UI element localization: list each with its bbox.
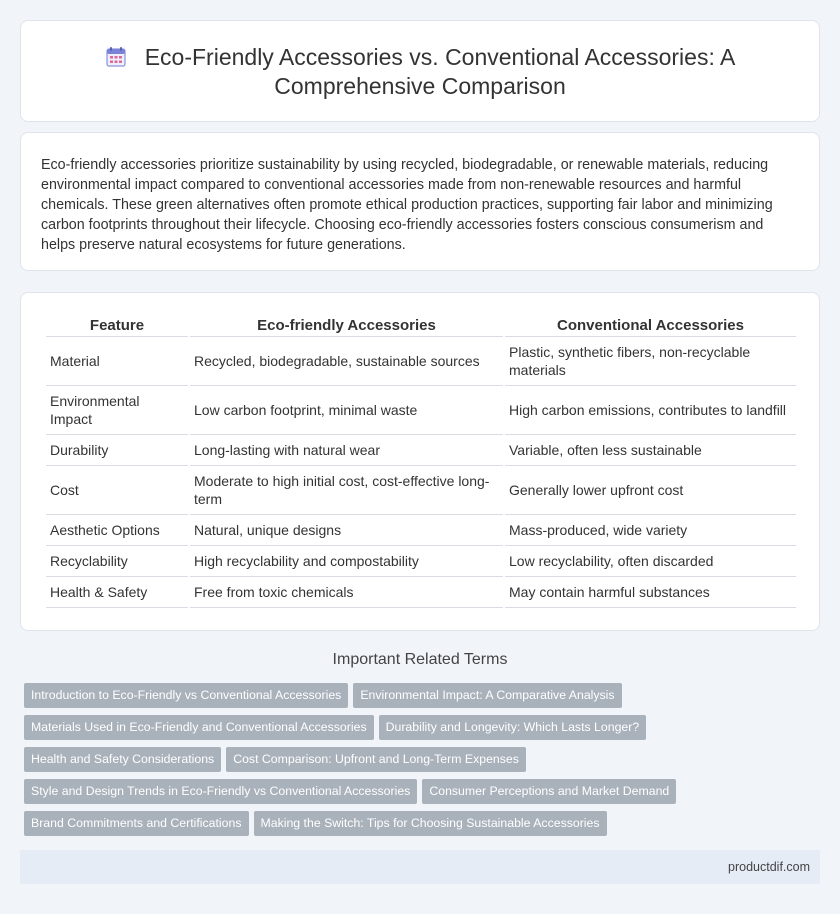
related-term-tag[interactable]: Environmental Impact: A Comparative Analysis xyxy=(353,683,621,708)
intro-paragraph: Eco-friendly accessories prioritize sustainability by using recycled, biodegradable, or renewable materials, reducing environmental impact compared to conventional accessories made from non-renewable resources and harmful chemicals. These green alternatives often promote ethical production practices, supporting fair labor and minimizing carbon footprints throughout their lifecycle. Choosing eco-friendly accessories fosters conscious consumerism and helps preserve natural ecosystems for future generations. xyxy=(41,157,773,253)
table-row xyxy=(46,546,796,577)
conventional-cell: Low recyclability, often discarded xyxy=(505,546,796,577)
related-term-tag[interactable]: Brand Commitments and Certifications xyxy=(24,811,249,836)
feature-cell: Health & Safety xyxy=(46,577,188,608)
related-term-tag[interactable]: Durability and Longevity: Which Lasts Longer? xyxy=(379,715,647,740)
conventional-cell: Variable, often less sustainable xyxy=(505,435,796,466)
eco-cell: Natural, unique designs xyxy=(190,515,503,546)
related-terms-heading: Important Related Terms xyxy=(332,651,508,668)
related-term-tag[interactable]: Making the Switch: Tips for Choosing Sustainable Accessories xyxy=(254,811,607,836)
comparison-card xyxy=(20,292,820,631)
table-row xyxy=(46,515,796,546)
conventional-cell: Plastic, synthetic fibers, non-recyclable materials xyxy=(505,337,796,386)
table-row xyxy=(46,435,796,466)
eco-cell: Long-lasting with natural wear xyxy=(190,435,503,466)
feature-cell: Material xyxy=(46,337,188,386)
header-feature: Feature xyxy=(46,315,188,337)
table-row xyxy=(46,577,796,608)
feature-cell: Cost xyxy=(46,466,188,515)
comparison-table xyxy=(44,315,798,608)
table-row xyxy=(46,466,796,515)
eco-cell: High recyclability and compostability xyxy=(190,546,503,577)
feature-cell: Recyclability xyxy=(46,546,188,577)
header-eco: Eco-friendly Accessories xyxy=(190,315,503,337)
table-row xyxy=(46,386,796,435)
table-header-row xyxy=(46,315,796,337)
conventional-cell: High carbon emissions, contributes to landfill xyxy=(505,386,796,435)
eco-cell: Recycled, biodegradable, sustainable sources xyxy=(190,337,503,386)
related-term-tag[interactable]: Health and Safety Considerations xyxy=(24,747,221,772)
conventional-cell: Generally lower upfront cost xyxy=(505,466,796,515)
feature-cell: Aesthetic Options xyxy=(46,515,188,546)
page-title xyxy=(90,43,750,101)
feature-cell: Environmental Impact xyxy=(46,386,188,435)
footer xyxy=(20,850,820,884)
related-term-tag[interactable]: Materials Used in Eco-Friendly and Conventional Accessories xyxy=(24,715,374,740)
eco-cell: Moderate to high initial cost, cost-effective long-term xyxy=(190,466,503,515)
page-title-text: Eco-Friendly Accessories vs. Conventional Accessories: A Comprehensive Comparison xyxy=(144,44,736,99)
related-terms-list xyxy=(24,683,824,843)
intro-card xyxy=(20,132,820,271)
eco-cell: Free from toxic chemicals xyxy=(190,577,503,608)
conventional-cell: May contain harmful substances xyxy=(505,577,796,608)
footer-site[interactable]: productdif.com xyxy=(728,860,810,874)
table-row xyxy=(46,337,796,386)
related-term-tag[interactable]: Cost Comparison: Upfront and Long-Term Expenses xyxy=(226,747,526,772)
eco-cell: Low carbon footprint, minimal waste xyxy=(190,386,503,435)
conventional-cell: Mass-produced, wide variety xyxy=(505,515,796,546)
title-card xyxy=(20,20,820,122)
header-conventional: Conventional Accessories xyxy=(505,315,796,337)
related-term-tag[interactable]: Consumer Perceptions and Market Demand xyxy=(422,779,676,804)
feature-cell: Durability xyxy=(46,435,188,466)
calendar-icon xyxy=(105,46,127,68)
related-term-tag[interactable]: Style and Design Trends in Eco-Friendly vs Conventional Accessories xyxy=(24,779,417,804)
related-term-tag[interactable]: Introduction to Eco-Friendly vs Conventional Accessories xyxy=(24,683,348,708)
